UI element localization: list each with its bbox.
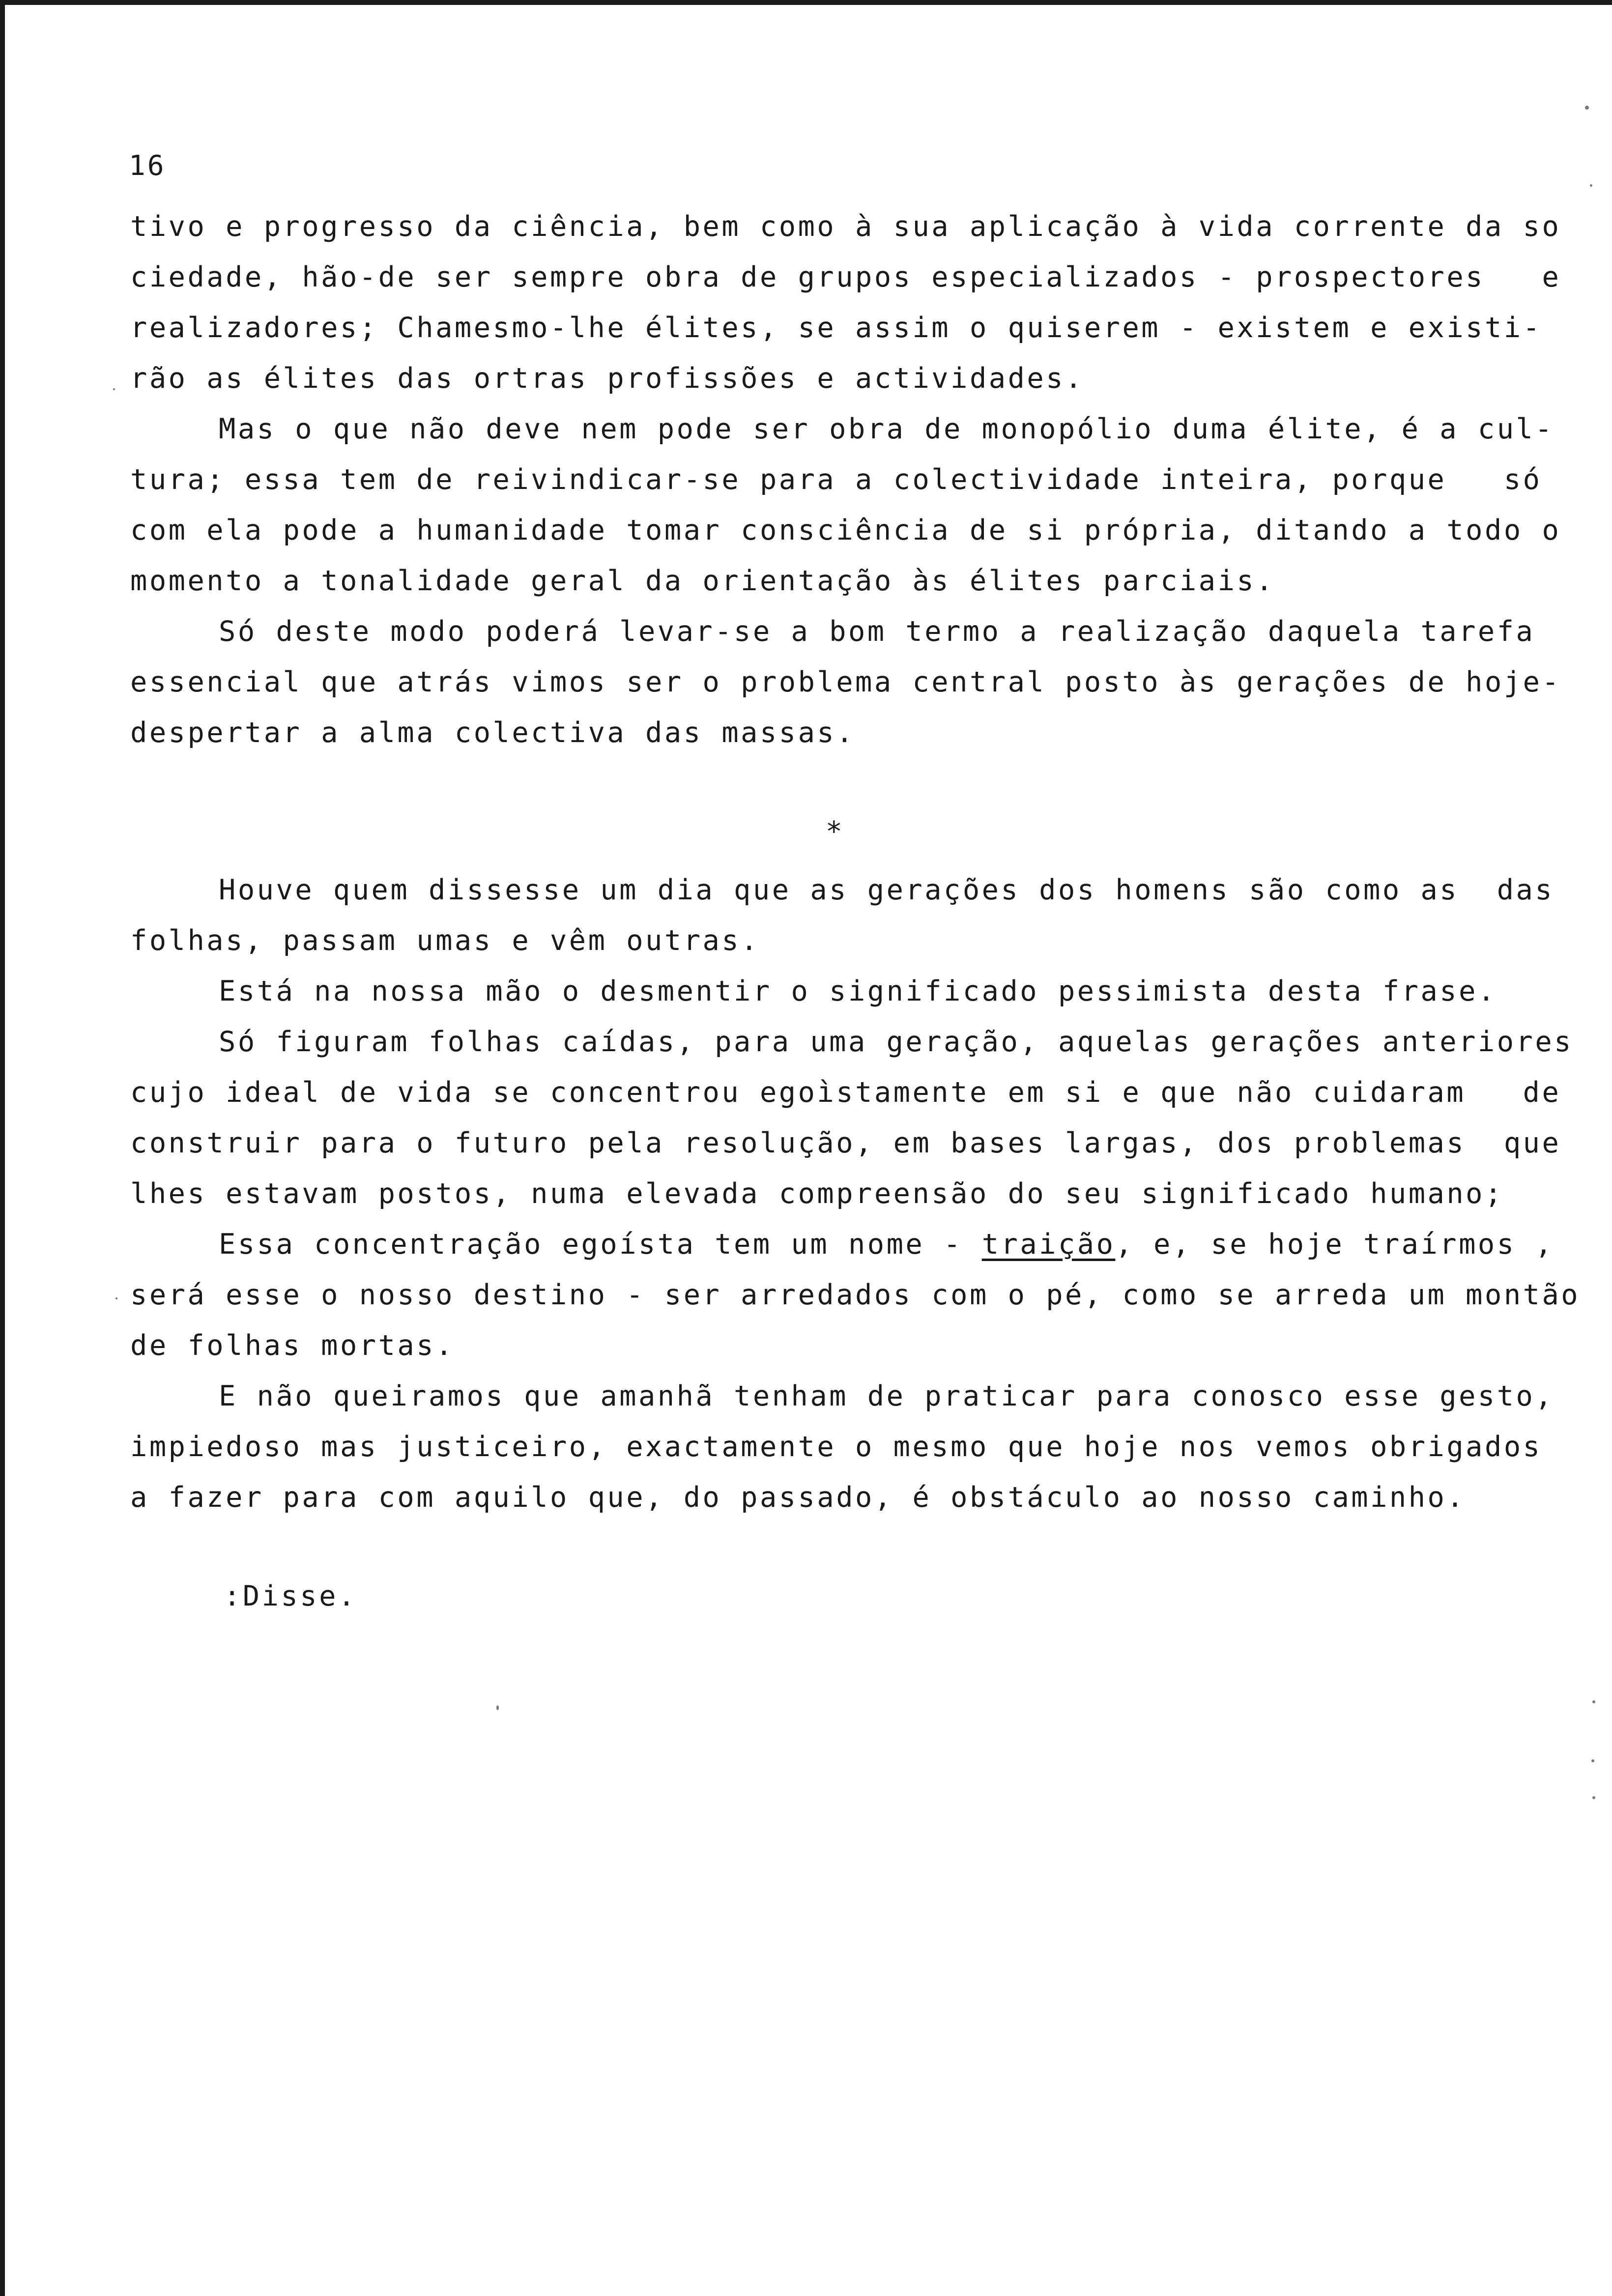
text-line: rão as élites das ortras profissões e actividades. — [130, 362, 1084, 395]
text-line: de folhas mortas. — [130, 1329, 455, 1362]
scan-speck — [1585, 106, 1589, 110]
page-border-top — [0, 0, 1612, 5]
text-line: cujo ideal de vida se concentrou egoìstamente em si e que não cuidaram de — [130, 1076, 1561, 1109]
text-line: Mas o que não deve nem pode ser obra de monopólio duma élite, é a cul- — [219, 413, 1554, 445]
text-line: Está na nossa mão o desmentir o significado pessimista desta frase. — [219, 975, 1497, 1007]
scan-speck — [1590, 184, 1592, 187]
text-line: tura; essa tem de reivindicar-se para a colectividade inteira, porque só — [130, 463, 1542, 496]
scan-speck — [1592, 1796, 1595, 1799]
closing-signature: :Disse. — [224, 1580, 357, 1612]
text-line: momento a tonalidade geral da orientação às élites parciais. — [130, 565, 1275, 597]
text-line: ciedade, hão-de ser sempre obra de grupos especializados - prospectores e — [130, 261, 1561, 293]
scan-speck — [496, 1705, 499, 1710]
underlined-word: traição — [981, 1228, 1116, 1261]
text-line: E não queiramos que amanhã tenham de praticar para conosco esse gesto, — [219, 1380, 1554, 1412]
text-fragment: , e, se hoje traírmos , — [1115, 1228, 1554, 1261]
text-line: despertar a alma colectiva das massas. — [130, 717, 856, 749]
scan-speck — [1592, 1700, 1595, 1703]
text-section-2 — [130, 865, 1581, 1523]
text-line: será esse o nosso destino - ser arredados com o pé, como se arreda um montão — [130, 1279, 1581, 1311]
text-line: realizadores; Chamesmo-lhe élites, se assim o quiserem - existem e existi- — [130, 312, 1542, 344]
text-fragment: Essa concentração egoísta tem um nome - — [219, 1228, 982, 1261]
section-separator-asterisk: * — [826, 816, 842, 848]
page-border-left — [0, 0, 5, 2296]
text-line: construir para o futuro pela resolução, em bases largas, dos problemas que — [130, 1127, 1561, 1159]
text-section-1 — [130, 201, 1561, 758]
text-line: essencial que atrás vimos ser o problema central posto às gerações de hoje- — [130, 666, 1561, 698]
text-line: lhes estavam postos, numa elevada compreensão do seu significado humano; — [130, 1177, 1504, 1210]
text-line: com ela pode a humanidade tomar consciência de si própria, ditando a todo o — [130, 514, 1561, 546]
text-line: Só deste modo poderá levar-se a bom termo a realização daquela tarefa — [219, 615, 1535, 648]
text-line: Houve quem dissesse um dia que as gerações dos homens são como as das — [219, 874, 1554, 906]
text-line: Só figuram folhas caídas, para uma geração, aquelas gerações anteriores — [219, 1026, 1573, 1058]
text-line: tivo e progresso da ciência, bem como à sua aplicação à vida corrente da so — [130, 210, 1561, 243]
text-line: folhas, passam umas e vêm outras. — [130, 924, 760, 957]
text-line: a fazer para com aquilo que, do passado, é obstáculo ao nosso caminho. — [130, 1481, 1466, 1514]
text-line: impiedoso mas justiceiro, exactamente o mesmo que hoje nos vemos obrigados — [130, 1431, 1542, 1463]
scan-speck — [113, 388, 115, 390]
scan-speck — [115, 1297, 117, 1299]
scan-speck — [1591, 1759, 1594, 1762]
text-line — [130, 1219, 1554, 1270]
page-number: 16 — [129, 150, 166, 182]
